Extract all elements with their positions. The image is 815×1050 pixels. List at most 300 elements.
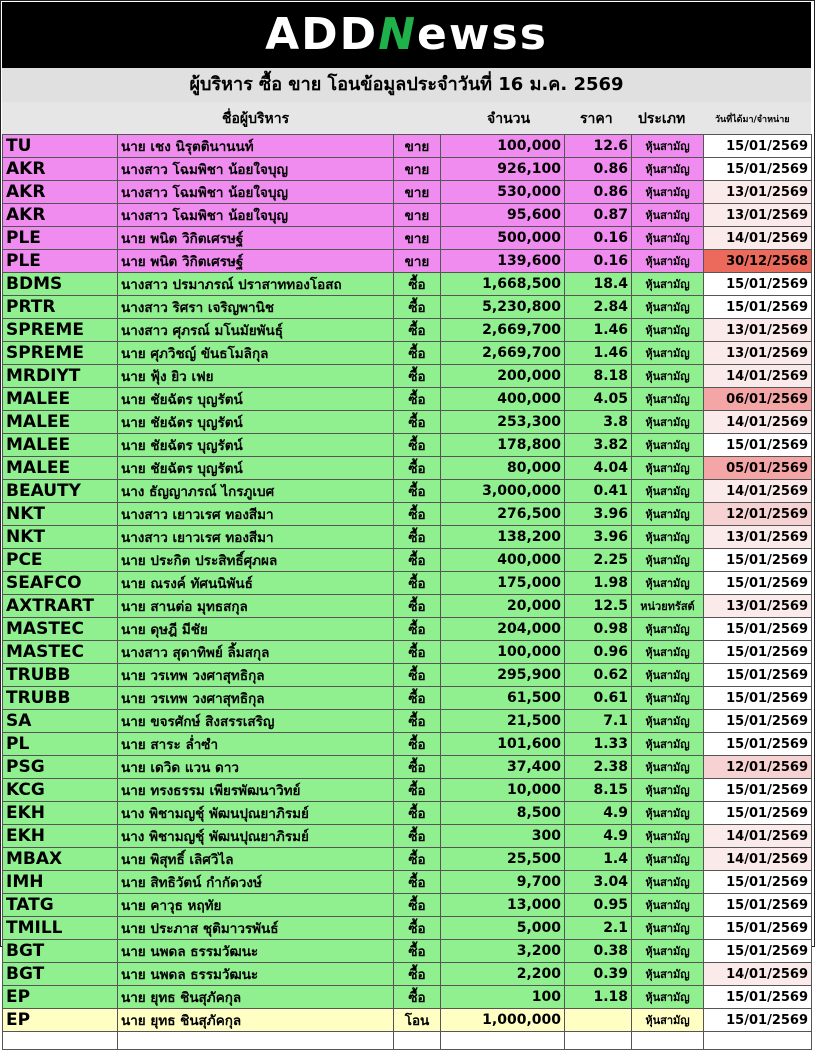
- date-cell: 12/01/2569: [704, 503, 812, 526]
- symbol-cell: NKT: [3, 503, 118, 526]
- price-cell: 0.87: [565, 204, 632, 227]
- symbol-cell: AKR: [3, 181, 118, 204]
- header-amount: จำนวน: [487, 111, 531, 127]
- date-cell: 15/01/2569: [704, 894, 812, 917]
- security-type-cell: หุ้นสามัญ: [632, 342, 704, 365]
- header-date: วันที่ได้มา/จำหน่าย: [715, 115, 790, 125]
- executive-name-cell: นางสาว ศุภรณ์ มโนมัยพันธุ์: [118, 319, 394, 342]
- date-cell: 30/12/2568: [704, 250, 812, 273]
- date-cell: 05/01/2569: [704, 457, 812, 480]
- price-cell: 8.15: [565, 779, 632, 802]
- action-cell: ซื้อ: [394, 457, 441, 480]
- executive-name-cell: นาย ชัยฉัตร บุญรัตน์: [118, 457, 394, 480]
- symbol-cell: EKH: [3, 802, 118, 825]
- date-cell: 14/01/2569: [704, 825, 812, 848]
- executive-name-cell: นาย ทรงธรรม เพียรพัฒนาวิทย์: [118, 779, 394, 802]
- security-type-cell: หุ้นสามัญ: [632, 365, 704, 388]
- price-cell: 1.4: [565, 848, 632, 871]
- action-cell: ซื้อ: [394, 664, 441, 687]
- amount-cell: 25,500: [441, 848, 565, 871]
- action-cell: ซื้อ: [394, 618, 441, 641]
- symbol-cell: AKR: [3, 204, 118, 227]
- executive-name-cell: นาย นพดล ธรรมวัฒนะ: [118, 963, 394, 986]
- date-cell: 15/01/2569: [704, 986, 812, 1009]
- price-cell: [565, 1009, 632, 1032]
- price-cell: 0.39: [565, 963, 632, 986]
- security-type-cell: หุ้นสามัญ: [632, 457, 704, 480]
- action-cell: ขาย: [394, 250, 441, 273]
- price-cell: 3.8: [565, 411, 632, 434]
- amount-cell: 253,300: [441, 411, 565, 434]
- price-cell: 0.86: [565, 181, 632, 204]
- price-cell: 4.9: [565, 825, 632, 848]
- symbol-cell: PRTR: [3, 296, 118, 319]
- date-cell: 13/01/2569: [704, 595, 812, 618]
- table-row: [3, 710, 812, 733]
- amount-cell: 276,500: [441, 503, 565, 526]
- date-cell: 14/01/2569: [704, 848, 812, 871]
- security-type-cell: หุ้นสามัญ: [632, 572, 704, 595]
- empty-cell: [441, 1032, 565, 1050]
- symbol-cell: SA: [3, 710, 118, 733]
- amount-cell: 100,000: [441, 641, 565, 664]
- amount-cell: 926,100: [441, 158, 565, 181]
- symbol-cell: BEAUTY: [3, 480, 118, 503]
- action-cell: ซื้อ: [394, 595, 441, 618]
- date-cell: 15/01/2569: [704, 135, 812, 158]
- action-cell: ซื้อ: [394, 572, 441, 595]
- symbol-cell: KCG: [3, 779, 118, 802]
- executive-name-cell: นาย ชัยฉัตร บุญรัตน์: [118, 388, 394, 411]
- amount-cell: 204,000: [441, 618, 565, 641]
- executive-name-cell: นาง ธัญญาภรณ์ ไกรภูเบศ: [118, 480, 394, 503]
- price-cell: 18.4: [565, 273, 632, 296]
- security-type-cell: หุ้นสามัญ: [632, 779, 704, 802]
- action-cell: ซื้อ: [394, 848, 441, 871]
- action-cell: ซื้อ: [394, 526, 441, 549]
- symbol-cell: BGT: [3, 940, 118, 963]
- header-banner: [2, 2, 811, 68]
- date-cell: 06/01/2569: [704, 388, 812, 411]
- amount-cell: 21,500: [441, 710, 565, 733]
- symbol-cell: MALEE: [3, 388, 118, 411]
- symbol-cell: EP: [3, 1009, 118, 1032]
- security-type-cell: หุ้นสามัญ: [632, 411, 704, 434]
- security-type-cell: หุ้นสามัญ: [632, 871, 704, 894]
- executive-name-cell: นางสาว สุดาทิพย์ ลิ้มสกุล: [118, 641, 394, 664]
- empty-cell: [632, 1032, 704, 1050]
- security-type-cell: หุ้นสามัญ: [632, 710, 704, 733]
- executive-name-cell: นางสาว โฉมพิชา น้อยใจบุญ: [118, 204, 394, 227]
- symbol-cell: TATG: [3, 894, 118, 917]
- table-row: [3, 572, 812, 595]
- symbol-cell: MASTEC: [3, 641, 118, 664]
- table-row: [3, 733, 812, 756]
- table-row: [3, 319, 812, 342]
- date-cell: 13/01/2569: [704, 319, 812, 342]
- table-row: [3, 411, 812, 434]
- executive-name-cell: นาง พิชามญชุ์ พัฒนปุณยาภิรมย์: [118, 825, 394, 848]
- executive-name-cell: นาย วรเทพ วงศาสุทธิกุล: [118, 687, 394, 710]
- action-cell: ขาย: [394, 135, 441, 158]
- table-row: [3, 871, 812, 894]
- action-cell: ซื้อ: [394, 641, 441, 664]
- table-row: [3, 365, 812, 388]
- action-cell: ซื้อ: [394, 687, 441, 710]
- empty-cell: [3, 1032, 118, 1050]
- security-type-cell: หุ้นสามัญ: [632, 1009, 704, 1032]
- symbol-cell: TMILL: [3, 917, 118, 940]
- price-cell: 3.96: [565, 503, 632, 526]
- date-cell: 15/01/2569: [704, 273, 812, 296]
- action-cell: ซื้อ: [394, 549, 441, 572]
- security-type-cell: หุ้นสามัญ: [632, 894, 704, 917]
- price-cell: 0.62: [565, 664, 632, 687]
- price-cell: 1.46: [565, 342, 632, 365]
- action-cell: ซื้อ: [394, 319, 441, 342]
- security-type-cell: หุ้นสามัญ: [632, 986, 704, 1009]
- amount-cell: 13,000: [441, 894, 565, 917]
- price-cell: 0.95: [565, 894, 632, 917]
- date-cell: 15/01/2569: [704, 1009, 812, 1032]
- executive-name-cell: นาย นพดล ธรรมวัฒนะ: [118, 940, 394, 963]
- amount-cell: 400,000: [441, 549, 565, 572]
- amount-cell: 100: [441, 986, 565, 1009]
- date-cell: 13/01/2569: [704, 342, 812, 365]
- security-type-cell: หุ้นสามัญ: [632, 917, 704, 940]
- date-cell: 14/01/2569: [704, 411, 812, 434]
- table-row: [3, 250, 812, 273]
- table-row: [3, 158, 812, 181]
- price-cell: 0.86: [565, 158, 632, 181]
- price-cell: 3.96: [565, 526, 632, 549]
- amount-cell: 5,000: [441, 917, 565, 940]
- table-row: [3, 848, 812, 871]
- price-cell: 8.18: [565, 365, 632, 388]
- action-cell: ซื้อ: [394, 710, 441, 733]
- symbol-cell: EKH: [3, 825, 118, 848]
- table-row: [3, 388, 812, 411]
- executive-name-cell: นาย เดวิด แวน ดาว: [118, 756, 394, 779]
- table-row: [3, 296, 812, 319]
- action-cell: ซื้อ: [394, 779, 441, 802]
- executive-name-cell: นางสาว โฉมพิชา น้อยใจบุญ: [118, 181, 394, 204]
- security-type-cell: หุ้นสามัญ: [632, 434, 704, 457]
- executive-name-cell: นาย ชัยฉัตร บุญรัตน์: [118, 434, 394, 457]
- amount-cell: 20,000: [441, 595, 565, 618]
- symbol-cell: TU: [3, 135, 118, 158]
- amount-cell: 80,000: [441, 457, 565, 480]
- date-cell: 12/01/2569: [704, 756, 812, 779]
- empty-cell: [394, 1032, 441, 1050]
- symbol-cell: MALEE: [3, 457, 118, 480]
- executive-name-cell: นาย ณรงค์ ทัศนนิพันธ์: [118, 572, 394, 595]
- amount-cell: 3,000,000: [441, 480, 565, 503]
- action-cell: ซื้อ: [394, 756, 441, 779]
- table-row: [3, 434, 812, 457]
- symbol-cell: PSG: [3, 756, 118, 779]
- table-row: [3, 756, 812, 779]
- action-cell: ขาย: [394, 158, 441, 181]
- table-row: [3, 917, 812, 940]
- amount-cell: 9,700: [441, 871, 565, 894]
- date-cell: 15/01/2569: [704, 710, 812, 733]
- security-type-cell: หุ้นสามัญ: [632, 273, 704, 296]
- page-title: ผู้บริหาร ซื้อ ขาย โอนข้อมูลประจำวันที่ 16 ม.ค. 2569: [2, 68, 811, 102]
- executive-name-cell: นาย พิสุทธิ์ เลิศวิไล: [118, 848, 394, 871]
- action-cell: ซื้อ: [394, 963, 441, 986]
- table-row: [3, 526, 812, 549]
- action-cell: ซื้อ: [394, 825, 441, 848]
- amount-cell: 8,500: [441, 802, 565, 825]
- price-cell: 4.9: [565, 802, 632, 825]
- table-row: [3, 342, 812, 365]
- symbol-cell: AXTRART: [3, 595, 118, 618]
- date-cell: 14/01/2569: [704, 227, 812, 250]
- amount-cell: 1,000,000: [441, 1009, 565, 1032]
- symbol-cell: SEAFCO: [3, 572, 118, 595]
- table-row: [3, 549, 812, 572]
- date-cell: 15/01/2569: [704, 641, 812, 664]
- symbol-cell: IMH: [3, 871, 118, 894]
- security-type-cell: หุ้นสามัญ: [632, 319, 704, 342]
- price-cell: 0.38: [565, 940, 632, 963]
- table-row: [3, 963, 812, 986]
- executive-name-cell: นาง พิชามญชุ์ พัฒนปุณยาภิรมย์: [118, 802, 394, 825]
- action-cell: ซื้อ: [394, 296, 441, 319]
- table-row: [3, 664, 812, 687]
- action-cell: โอน: [394, 1009, 441, 1032]
- table-row-empty: [3, 1032, 812, 1050]
- amount-cell: 95,600: [441, 204, 565, 227]
- table-row: [3, 1009, 812, 1032]
- action-cell: ซื้อ: [394, 388, 441, 411]
- table-row: [3, 825, 812, 848]
- executive-name-cell: นาย ชัยฉัตร บุญรัตน์: [118, 411, 394, 434]
- price-cell: 0.16: [565, 250, 632, 273]
- security-type-cell: หุ้นสามัญ: [632, 549, 704, 572]
- symbol-cell: PL: [3, 733, 118, 756]
- table-row: [3, 227, 812, 250]
- symbol-cell: MRDIYT: [3, 365, 118, 388]
- executive-name-cell: นาย ยุทธ ชินสุภัคกุล: [118, 1009, 394, 1032]
- security-type-cell: หุ้นสามัญ: [632, 963, 704, 986]
- date-cell: 15/01/2569: [704, 158, 812, 181]
- amount-cell: 175,000: [441, 572, 565, 595]
- action-cell: ซื้อ: [394, 342, 441, 365]
- executive-name-cell: นาย เชง นิรุตตินานนท์: [118, 135, 394, 158]
- header-type: ประเภท: [638, 111, 686, 127]
- table-header: [2, 102, 811, 134]
- price-cell: 2.84: [565, 296, 632, 319]
- symbol-cell: MALEE: [3, 411, 118, 434]
- security-type-cell: หุ้นสามัญ: [632, 641, 704, 664]
- date-cell: 15/01/2569: [704, 687, 812, 710]
- executive-name-cell: นาย ประภาส ชุติมาวรพันธ์: [118, 917, 394, 940]
- amount-cell: 37,400: [441, 756, 565, 779]
- security-type-cell: หุ้นสามัญ: [632, 825, 704, 848]
- table-row: [3, 894, 812, 917]
- table-row: [3, 181, 812, 204]
- table-row: [3, 135, 812, 158]
- security-type-cell: หุ้นสามัญ: [632, 526, 704, 549]
- security-type-cell: หุ้นสามัญ: [632, 802, 704, 825]
- price-cell: 2.38: [565, 756, 632, 779]
- executive-name-cell: นาย ยุทธ ชินสุภัคกุล: [118, 986, 394, 1009]
- security-type-cell: หุ้นสามัญ: [632, 296, 704, 319]
- security-type-cell: หุ้นสามัญ: [632, 503, 704, 526]
- security-type-cell: หุ้นสามัญ: [632, 480, 704, 503]
- symbol-cell: BDMS: [3, 273, 118, 296]
- date-cell: 15/01/2569: [704, 733, 812, 756]
- security-type-cell: หุ้นสามัญ: [632, 756, 704, 779]
- date-cell: 15/01/2569: [704, 917, 812, 940]
- date-cell: 15/01/2569: [704, 940, 812, 963]
- price-cell: 1.33: [565, 733, 632, 756]
- price-cell: 0.16: [565, 227, 632, 250]
- executive-name-cell: นาย สาระ ล่ำซำ: [118, 733, 394, 756]
- amount-cell: 100,000: [441, 135, 565, 158]
- addnewss-logo: ADDNewss: [265, 9, 548, 60]
- security-type-cell: หุ้นสามัญ: [632, 733, 704, 756]
- security-type-cell: หน่วยทรัสต์: [632, 595, 704, 618]
- executive-name-cell: นาย คาวุธ หฤทัย: [118, 894, 394, 917]
- symbol-cell: MBAX: [3, 848, 118, 871]
- action-cell: ซื้อ: [394, 434, 441, 457]
- price-cell: 4.05: [565, 388, 632, 411]
- security-type-cell: หุ้นสามัญ: [632, 388, 704, 411]
- amount-cell: 200,000: [441, 365, 565, 388]
- amount-cell: 5,230,800: [441, 296, 565, 319]
- symbol-cell: MALEE: [3, 434, 118, 457]
- executive-name-cell: นางสาว ปรมาภรณ์ ปราสาททองโอสถ: [118, 273, 394, 296]
- symbol-cell: PLE: [3, 227, 118, 250]
- date-cell: 14/01/2569: [704, 480, 812, 503]
- action-cell: ซื้อ: [394, 365, 441, 388]
- date-cell: 15/01/2569: [704, 664, 812, 687]
- executive-name-cell: นางสาว ริศรา เจริญพานิช: [118, 296, 394, 319]
- executive-name-cell: นาย สิทธิวัตน์ กำกัดวงษ์: [118, 871, 394, 894]
- action-cell: ซื้อ: [394, 940, 441, 963]
- amount-cell: 300: [441, 825, 565, 848]
- symbol-cell: PLE: [3, 250, 118, 273]
- amount-cell: 10,000: [441, 779, 565, 802]
- security-type-cell: หุ้นสามัญ: [632, 848, 704, 871]
- price-cell: 12.5: [565, 595, 632, 618]
- symbol-cell: MASTEC: [3, 618, 118, 641]
- action-cell: ขาย: [394, 227, 441, 250]
- executive-name-cell: นาย ฟุ้ง ยิว เฟย: [118, 365, 394, 388]
- date-cell: 14/01/2569: [704, 365, 812, 388]
- action-cell: ซื้อ: [394, 503, 441, 526]
- price-cell: 2.25: [565, 549, 632, 572]
- price-cell: 0.96: [565, 641, 632, 664]
- date-cell: 15/01/2569: [704, 549, 812, 572]
- amount-cell: 178,800: [441, 434, 565, 457]
- table-row: [3, 687, 812, 710]
- date-cell: 15/01/2569: [704, 779, 812, 802]
- executive-name-cell: นาย ศุภวิชญ์ ขันธโมลิกุล: [118, 342, 394, 365]
- date-cell: 15/01/2569: [704, 434, 812, 457]
- date-cell: 13/01/2569: [704, 526, 812, 549]
- executive-name-cell: นาย ขจรศักษ์ สิงสรรเสริญ: [118, 710, 394, 733]
- price-cell: 12.6: [565, 135, 632, 158]
- executive-name-cell: นางสาว โฉมพิชา น้อยใจบุญ: [118, 158, 394, 181]
- price-cell: 0.41: [565, 480, 632, 503]
- security-type-cell: หุ้นสามัญ: [632, 204, 704, 227]
- executive-name-cell: นาย พนิต วิกิตเศรษฐ์: [118, 250, 394, 273]
- action-cell: ซื้อ: [394, 733, 441, 756]
- date-cell: 15/01/2569: [704, 871, 812, 894]
- action-cell: ซื้อ: [394, 894, 441, 917]
- header-name: ชื่อผู้บริหาร: [222, 111, 290, 127]
- date-cell: 15/01/2569: [704, 802, 812, 825]
- security-type-cell: หุ้นสามัญ: [632, 664, 704, 687]
- amount-cell: 295,900: [441, 664, 565, 687]
- date-cell: 13/01/2569: [704, 181, 812, 204]
- symbol-cell: NKT: [3, 526, 118, 549]
- price-cell: 3.82: [565, 434, 632, 457]
- date-cell: 14/01/2569: [704, 963, 812, 986]
- table-row: [3, 641, 812, 664]
- action-cell: ซื้อ: [394, 273, 441, 296]
- amount-cell: 2,669,700: [441, 342, 565, 365]
- executive-name-cell: นาย ดุษฎี มีชัย: [118, 618, 394, 641]
- action-cell: ซื้อ: [394, 917, 441, 940]
- empty-cell: [118, 1032, 394, 1050]
- security-type-cell: หุ้นสามัญ: [632, 687, 704, 710]
- amount-cell: 138,200: [441, 526, 565, 549]
- executive-name-cell: นาย ประกิต ประสิทธิ์ศุภผล: [118, 549, 394, 572]
- table-row: [3, 457, 812, 480]
- amount-cell: 3,200: [441, 940, 565, 963]
- price-cell: 0.61: [565, 687, 632, 710]
- amount-cell: 400,000: [441, 388, 565, 411]
- header-price: ราคา: [580, 111, 613, 127]
- date-cell: 13/01/2569: [704, 204, 812, 227]
- security-type-cell: หุ้นสามัญ: [632, 181, 704, 204]
- amount-cell: 139,600: [441, 250, 565, 273]
- price-cell: 4.04: [565, 457, 632, 480]
- symbol-cell: SPREME: [3, 319, 118, 342]
- security-type-cell: หุ้นสามัญ: [632, 250, 704, 273]
- executive-name-cell: นาย พนิต วิกิตเศรษฐ์: [118, 227, 394, 250]
- amount-cell: 61,500: [441, 687, 565, 710]
- executive-name-cell: นาย สานต่อ มุทธสกุล: [118, 595, 394, 618]
- empty-cell: [565, 1032, 632, 1050]
- security-type-cell: หุ้นสามัญ: [632, 158, 704, 181]
- table-row: [3, 595, 812, 618]
- price-cell: 1.46: [565, 319, 632, 342]
- executive-name-cell: นางสาว เยาวเรศ ทองสีมา: [118, 526, 394, 549]
- table-row: [3, 986, 812, 1009]
- price-cell: 0.98: [565, 618, 632, 641]
- action-cell: ขาย: [394, 204, 441, 227]
- symbol-cell: TRUBB: [3, 664, 118, 687]
- date-cell: 15/01/2569: [704, 618, 812, 641]
- symbol-cell: PCE: [3, 549, 118, 572]
- security-type-cell: หุ้นสามัญ: [632, 618, 704, 641]
- insider-trades-table: [2, 134, 812, 1050]
- date-cell: 15/01/2569: [704, 572, 812, 595]
- action-cell: ซื้อ: [394, 411, 441, 434]
- table-row: [3, 273, 812, 296]
- amount-cell: 1,668,500: [441, 273, 565, 296]
- security-type-cell: หุ้นสามัญ: [632, 135, 704, 158]
- action-cell: ขาย: [394, 181, 441, 204]
- table-row: [3, 204, 812, 227]
- price-cell: 7.1: [565, 710, 632, 733]
